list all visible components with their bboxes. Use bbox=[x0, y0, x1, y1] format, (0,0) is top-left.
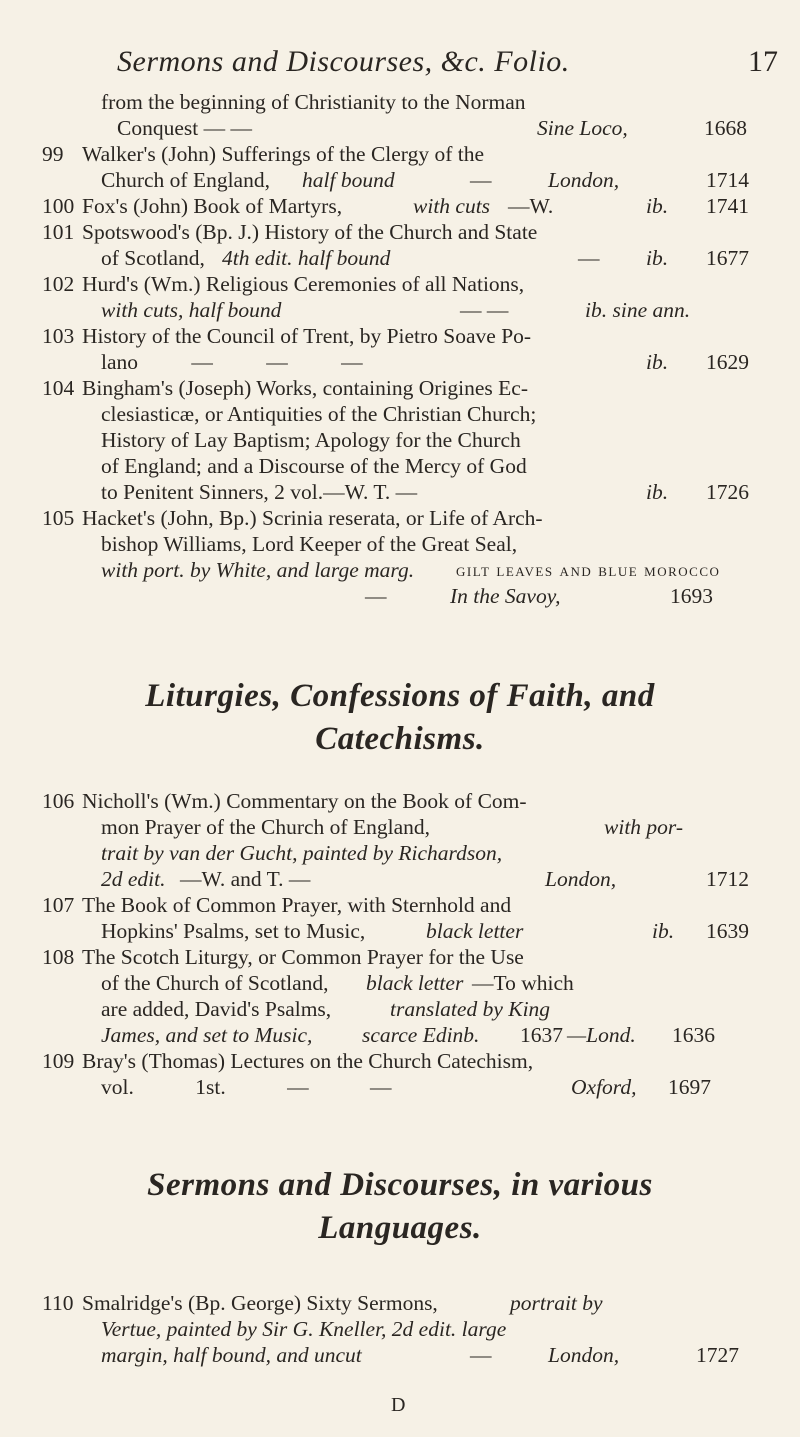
lot-number: 104 bbox=[42, 376, 75, 400]
entry-year: 1727 bbox=[696, 1343, 739, 1367]
entry-note: with port. by White, and large marg. bbox=[101, 558, 415, 582]
entry-dash: — — bbox=[460, 298, 509, 322]
entry-text: Spotswood's (Bp. J.) History of the Church and State bbox=[82, 220, 538, 244]
entry-text: of Scotland, bbox=[101, 246, 205, 270]
entry-text: Hopkins' Psalms, set to Music, bbox=[101, 919, 366, 943]
entry-text: mon Prayer of the Church of England, bbox=[101, 815, 430, 839]
entry-year: 1639 bbox=[706, 919, 749, 943]
entry-note: margin, half bound, and uncut bbox=[101, 1343, 362, 1367]
entry-dash: — bbox=[365, 584, 387, 608]
entry-imprint: —Lond. bbox=[567, 1023, 636, 1047]
entry-text: Fox's (John) Book of Martyrs, bbox=[82, 194, 343, 218]
entry-year: 1714 bbox=[706, 168, 749, 192]
entry-note: black letter bbox=[366, 971, 464, 995]
entry-note: black letter bbox=[426, 919, 524, 943]
entry-dash: — bbox=[470, 1343, 492, 1367]
entry-note: translated by King bbox=[390, 997, 551, 1021]
entry-imprint: Oxford, bbox=[571, 1075, 637, 1099]
entry-year: 1677 bbox=[706, 246, 749, 270]
lot-number: 100 bbox=[42, 194, 75, 218]
entry-imprint: ib. bbox=[646, 246, 669, 270]
entry-imprint: ib. bbox=[646, 350, 669, 374]
signature-mark: D bbox=[391, 1394, 406, 1416]
entry-year: 1697 bbox=[668, 1075, 711, 1099]
entry-text: Conquest — — bbox=[117, 116, 252, 140]
entry-imprint: London, bbox=[548, 1343, 620, 1367]
entry-year: 1726 bbox=[706, 480, 749, 504]
entry-text: of England; and a Discourse of the Mercy of God bbox=[101, 454, 527, 478]
lot-number: 101 bbox=[42, 220, 75, 244]
entry-text: vol. 1st. — — bbox=[101, 1075, 392, 1099]
entry-dash: — bbox=[578, 246, 600, 270]
lot-number: 110 bbox=[42, 1291, 74, 1315]
entry-imprint: London, bbox=[545, 867, 617, 891]
entry-year-alt: 1637 bbox=[520, 1023, 563, 1047]
entry-note: 4th edit. half bound bbox=[222, 246, 391, 270]
section-heading: Sermons and Discourses, in various bbox=[147, 1167, 653, 1203]
section-heading: Languages. bbox=[318, 1210, 482, 1246]
entry-binding: half bound bbox=[302, 168, 395, 192]
entry-tail: —To which bbox=[472, 971, 574, 995]
entry-note: with cuts bbox=[413, 194, 491, 218]
entry-imprint: In the Savoy, bbox=[450, 584, 561, 608]
entry-imprint: ib. bbox=[646, 480, 669, 504]
section-heading: Liturgies, Confessions of Faith, and bbox=[145, 678, 655, 714]
entry-imprint: ib. bbox=[652, 919, 675, 943]
entry-imprint: London, bbox=[548, 168, 620, 192]
section-heading: Catechisms. bbox=[315, 721, 485, 757]
running-title: Sermons and Discourses, &c. Folio. bbox=[117, 45, 570, 78]
lot-number: 102 bbox=[42, 272, 75, 296]
entry-text: Bray's (Thomas) Lectures on the Church Catechism, bbox=[82, 1049, 534, 1073]
entry-year: 1636 bbox=[672, 1023, 715, 1047]
entry-year: 1712 bbox=[706, 867, 749, 891]
entry-year: 1668 bbox=[704, 116, 747, 140]
entry-note: with cuts, half bound bbox=[101, 298, 282, 322]
entry-imprint: Sine Loco, bbox=[537, 116, 628, 140]
lot-number: 107 bbox=[42, 893, 75, 917]
entry-text: of the Church of Scotland, bbox=[101, 971, 329, 995]
entry-dash: — bbox=[470, 168, 492, 192]
entry-text: Hacket's (John, Bp.) Scrinia reserata, or Life of Arch- bbox=[82, 506, 543, 530]
entry-text: History of Lay Baptism; Apology for the Church bbox=[101, 428, 521, 452]
entry-text: lano — — — bbox=[101, 350, 363, 374]
lot-number: 109 bbox=[42, 1049, 75, 1073]
lot-number: 106 bbox=[42, 789, 75, 813]
entry-note: scarce Edinb. bbox=[362, 1023, 480, 1047]
entry-text: Walker's (John) Sufferings of the Clergy of the bbox=[82, 142, 485, 166]
entry-tail: —W. bbox=[508, 194, 554, 218]
lot-number: 105 bbox=[42, 506, 75, 530]
entry-text: from the beginning of Christianity to the Norman bbox=[101, 90, 526, 114]
entry-text: to Penitent Sinners, 2 vol.—W. T. — bbox=[101, 480, 418, 504]
entry-note: Vertue, painted by Sir G. Kneller, 2d edit. large bbox=[101, 1317, 507, 1341]
entry-text: History of the Council of Trent, by Pietro Soave Po- bbox=[82, 324, 532, 348]
running-header bbox=[0, 43, 800, 83]
entry-imprint: ib. sine ann. bbox=[585, 298, 691, 322]
entry-text: Smalridge's (Bp. George) Sixty Sermons, bbox=[82, 1291, 438, 1315]
entry-note: trait by van der Gucht, painted by Richardson, bbox=[101, 841, 503, 865]
entry-text: Hurd's (Wm.) Religious Ceremonies of all Nations, bbox=[82, 272, 525, 296]
entry-text: Bingham's (Joseph) Works, containing Origines Ec- bbox=[82, 376, 529, 400]
entry-text: The Scotch Liturgy, or Common Prayer for the Use bbox=[82, 945, 524, 969]
entry-note: 2d edit. bbox=[101, 867, 166, 891]
page-number: 17 bbox=[748, 45, 778, 78]
entry-text: Church of England, bbox=[101, 168, 270, 192]
entry-note: portrait by bbox=[510, 1291, 603, 1315]
entry-note: with por- bbox=[604, 815, 684, 839]
entry-year: 1629 bbox=[706, 350, 749, 374]
lot-number: 108 bbox=[42, 945, 75, 969]
entry-text: bishop Williams, Lord Keeper of the Great Seal, bbox=[101, 532, 518, 556]
entry-text: clesiasticæ, or Antiquities of the Christian Church; bbox=[101, 402, 537, 426]
entry-text: The Book of Common Prayer, with Sternhold and bbox=[82, 893, 512, 917]
entry-imprint: ib. bbox=[646, 194, 669, 218]
entry-year: 1741 bbox=[706, 194, 749, 218]
entry-text: James, and set to Music, bbox=[101, 1023, 313, 1047]
entry-text: are added, David's Psalms, bbox=[101, 997, 332, 1021]
lot-number: 103 bbox=[42, 324, 75, 348]
entry-year: 1693 bbox=[670, 584, 713, 608]
lot-number: 99 bbox=[42, 142, 64, 166]
entry-tail: —W. and T. — bbox=[180, 867, 311, 891]
entry-binding: gilt leaves and blue morocco bbox=[456, 560, 721, 580]
entry-text: Nicholl's (Wm.) Commentary on the Book of Com- bbox=[82, 789, 527, 813]
